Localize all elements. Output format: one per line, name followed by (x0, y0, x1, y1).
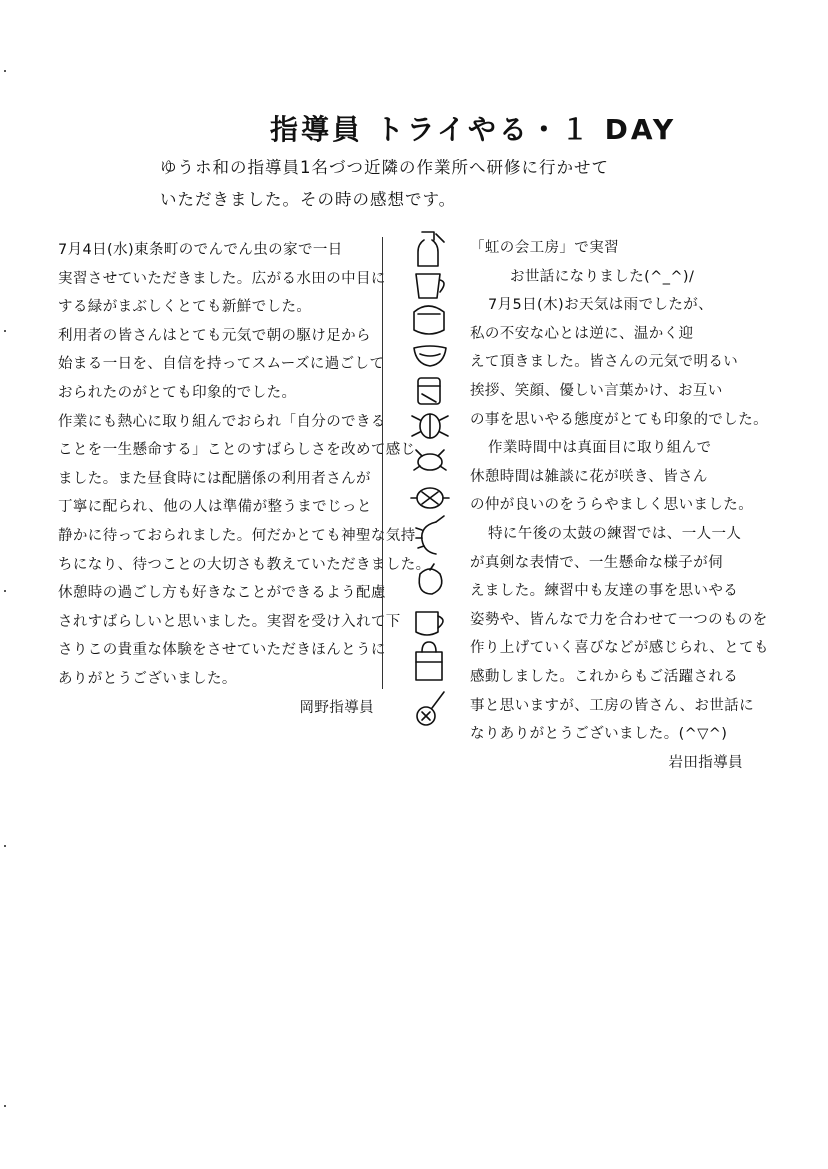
turtle-icon (411, 488, 449, 508)
report-line: ことを一生懸命する」ことのすばらしさを改めて感じ (58, 442, 416, 459)
bug-icon (414, 450, 446, 470)
decorative-illustration-strip (408, 230, 452, 740)
report-line: する緑がまぶしくとても新鮮でした。 (58, 299, 312, 316)
report-line: 作り上げていく喜びなどが感じられ、とても (470, 640, 769, 657)
can-icon (418, 378, 440, 404)
scan-speck (4, 590, 6, 592)
report-line: 丁寧に配られ、他の人は準備が整うまでじっと (58, 499, 372, 516)
report-line: 静かに待っておられました。何だかとても神聖な気持 (58, 527, 416, 544)
report-line: 始まる一日を、自信を持ってスムーズに過ごして (58, 356, 385, 373)
report-line: ありがとうございました。 (58, 670, 237, 687)
report-line: 挨拶、笑顔、優しい言葉かけ、お互い (470, 382, 723, 399)
report-line: さりこの貴重な体験をさせていただきほんとうに (58, 642, 386, 659)
cup-icon (416, 274, 444, 298)
report-line: えて頂きました。皆さんの元気で明るい (470, 354, 739, 371)
report-line: えました。練習中も友達の事を思いやる (470, 583, 739, 600)
mug-icon (416, 612, 443, 635)
report-line: 私の不安な心とは逆に、温かく迎 (470, 325, 694, 342)
report-line: 姿勢や、皆んなで力を合わせて一つのものを (470, 611, 768, 628)
report-line: 休憩時間は雑談に花が咲き、皆さん (470, 468, 708, 485)
scan-speck (4, 845, 6, 847)
report-line: 事と思いますが、工房の皆さん、お世話に (470, 697, 754, 714)
report-line: 休憩時の過ごし方も好きなことができるよう配慮 (58, 585, 386, 602)
beetle-icon (412, 414, 448, 438)
report-line: 利用者の皆さんはとても元気で朝の駆け足から (58, 327, 371, 344)
scan-speck (4, 330, 6, 332)
bowl-icon (414, 346, 446, 366)
report-line: されすばらしいと思いました。実習を受け入れて下 (58, 613, 401, 630)
signature-iwata: 岩田指導員 (668, 754, 743, 771)
fruit-icon (419, 564, 442, 594)
bottle-icon (418, 232, 444, 266)
bag-icon (416, 642, 442, 680)
report-heading: お世話になりました(^_^)/ (510, 268, 695, 285)
report-line: 作業にも熱心に取り組んでおられ「自分のできる (58, 413, 386, 430)
report-line: 実習させていただきました。広がる水田の中目に (58, 270, 386, 287)
scan-speck (4, 70, 6, 72)
report-line: が真剣な表情で、一生懸命な様子が伺 (470, 554, 724, 571)
intro-line: ゆうホ和の指導員1名づつ近隣の作業所へ研修に行かせて (160, 158, 609, 177)
report-heading: 「虹の会工房」で実習 (470, 240, 619, 256)
pot-icon (414, 306, 444, 334)
right-column-report (470, 234, 785, 777)
report-line: 7月5日(木)お天気は雨でしたが、 (488, 297, 714, 314)
intro-line: いただきました。その時の感想です。 (160, 190, 457, 209)
shrimp-icon (416, 516, 444, 554)
intro-text (160, 152, 750, 216)
report-line: の事を思いやる態度がとても印象的でした。 (470, 411, 768, 428)
signature-okano: 岡野指導員 (299, 699, 374, 716)
report-line: の仲が良いのをうらやましく思いました。 (470, 497, 754, 514)
report-line: 特に午後の太鼓の練習では、一人一人 (488, 525, 742, 542)
spoon-icon (417, 692, 444, 725)
page-title: 指導員 トライやる・１ DAY (270, 113, 677, 146)
left-column-report (58, 236, 431, 722)
report-line: 作業時間中は真面目に取り組んで (488, 440, 712, 457)
report-line: おられたのがとても印象的でした。 (58, 384, 297, 401)
column-divider (382, 237, 383, 689)
report-line: 感動しました。これからもご活躍される (470, 668, 739, 685)
report-line: ました。また昼食時には配膳係の利用者さんが (58, 470, 371, 487)
report-line: 7月4日(水)東条町のでんでん虫の家で一日 (58, 242, 343, 258)
report-line: なりありがとうございました。(^▽^) (470, 726, 728, 743)
report-line: ちになり、待つことの大切さも教えていただきました。 (58, 556, 431, 573)
scan-speck (4, 1105, 6, 1107)
